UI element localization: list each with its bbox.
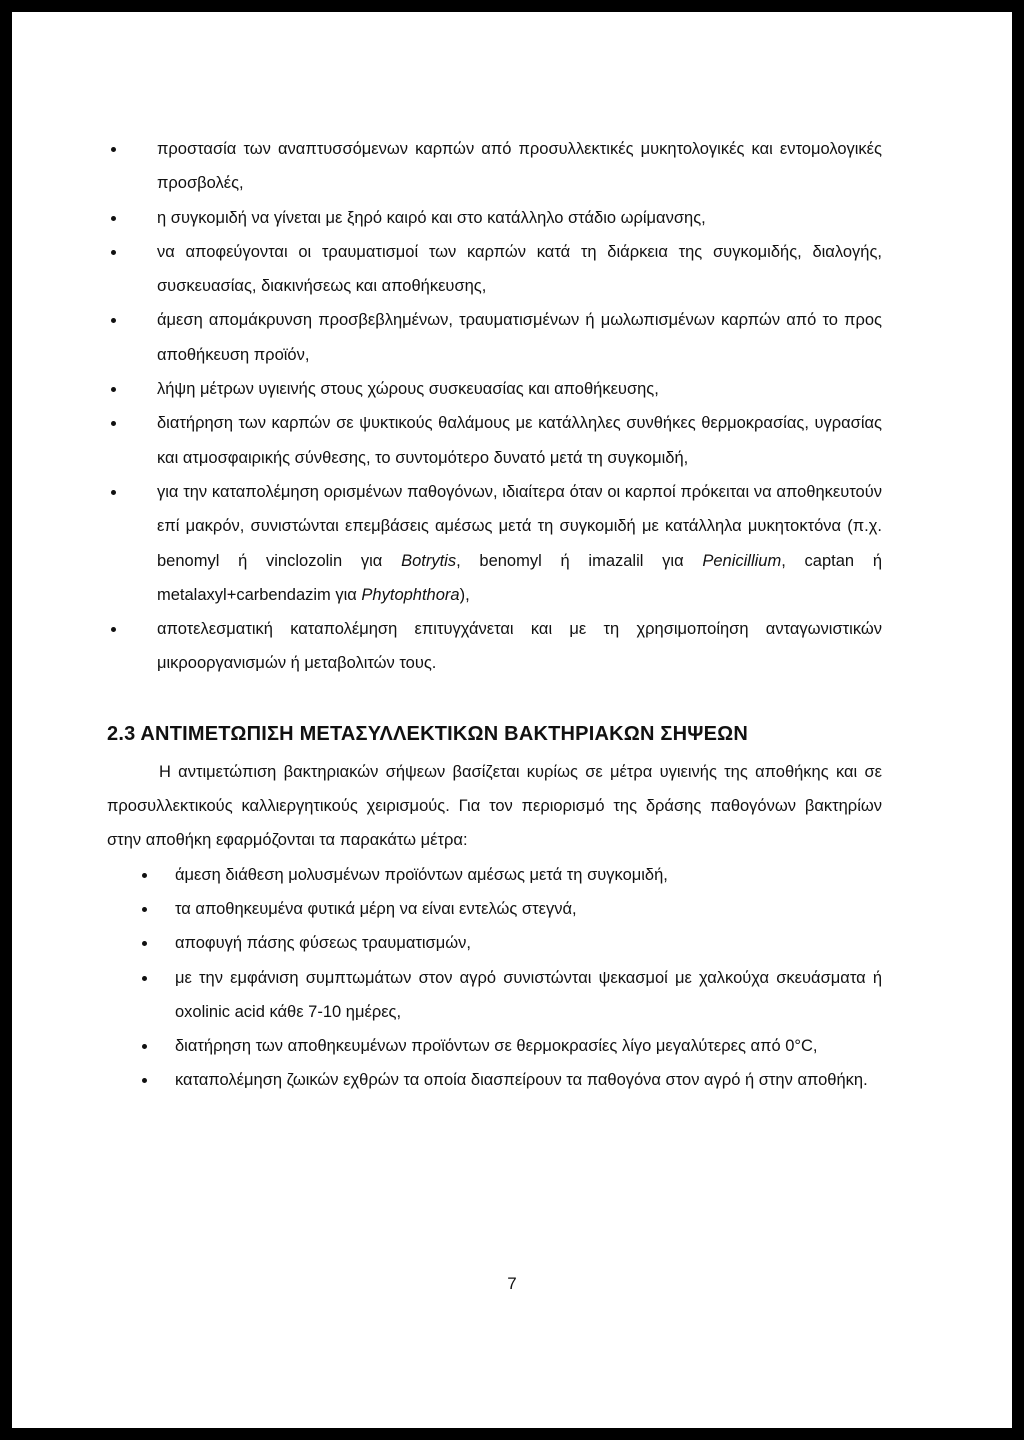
- list-item: [107, 201, 882, 235]
- pathogen-name: Phytophthora: [361, 585, 460, 604]
- list-item-text: αποτελεσματική καταπολέμηση επιτυγχάνεται και με τη χρησιμοποίηση ανταγωνιστικών μικροοργανισμών ή μεταβολιτών τους.: [157, 620, 882, 673]
- bullet-icon: [111, 216, 116, 221]
- list-item: [107, 475, 882, 612]
- list-item-text: προστασία των αναπτυσσόμενων καρπών από προσυλλεκτικές μυκητολογικές και εντομολογικές προσβολές,: [157, 140, 882, 193]
- list-item-text: η συγκομιδή να γίνεται με ξηρό καιρό και στο κατάλληλο στάδιο ωρίμανσης,: [157, 208, 706, 227]
- bullet-icon: [142, 1078, 147, 1083]
- list-item: [107, 235, 882, 304]
- bullet-icon: [111, 490, 116, 495]
- bullet-icon: [142, 907, 147, 912]
- list-item: [142, 858, 882, 892]
- bullet-icon: [111, 387, 116, 392]
- section-paragraph: Η αντιμετώπιση βακτηριακών σήψεων βασίζεται κυρίως σε μέτρα υγιεινής της αποθήκης και σε προσυλλεκτικούς καλλιεργητικούς χειρισμούς. Για τον περιορισμό της δράσης παθογόνων βακτηρίων στην αποθήκη εφαρμόζονται τα παρακάτω μέτρα:: [107, 762, 882, 850]
- bullet-icon: [111, 250, 116, 255]
- list-item: [142, 961, 882, 1030]
- list-item: [142, 1029, 882, 1063]
- document-page: [12, 12, 1012, 1428]
- page-footer: [12, 1274, 1012, 1294]
- page-number: 7: [507, 1274, 517, 1293]
- pathogen-name: Botrytis: [401, 551, 457, 570]
- bullet-icon: [142, 976, 147, 981]
- list-item-text: διατήρηση των αποθηκευμένων προϊόντων σε θερμοκρασίες λίγο μεγαλύτερες από 0°C,: [175, 1037, 818, 1056]
- list-item: [142, 892, 882, 926]
- list-item-text: άμεση διάθεση μολυσμένων προϊόντων αμέσως μετά τη συγκομιδή,: [175, 865, 668, 884]
- list-item-text: να αποφεύγονται οι τραυματισμοί των καρπών κατά τη διάρκεια της συγκομιδής, διαλογής, συσκευασίας, διακινήσεως και αποθήκευσης,: [157, 242, 882, 296]
- measures-list: [107, 132, 882, 681]
- list-item: [142, 1063, 882, 1097]
- list-item: [107, 406, 882, 475]
- bullet-icon: [111, 421, 116, 426]
- bullet-icon: [142, 1044, 147, 1049]
- list-item: [107, 372, 882, 406]
- list-item-text: για την καταπολέμηση ορισμένων παθογόνων, ιδιαίτερα όταν οι καρποί πρόκειται να αποθηκευτούν επί μακρόν, συνιστώνται επεμβάσεις αμέσως μετά τη συγκομιδή με κατάλληλα μυκητοκτόνα (π.χ. benomyl ή vinclozolin για: [157, 482, 882, 570]
- list-item: [142, 926, 882, 960]
- list-item-text: διατήρηση των καρπών σε ψυκτικούς θαλάμους με κατάλληλες συνθήκες θερμοκρασίας, υγρασίας και ατμοσφαιρικής σύνθεσης, το συντομότερο δυνατό μετά τη συγκομιδή,: [157, 414, 882, 467]
- list-item-text: ),: [459, 585, 470, 604]
- list-item-text: , captan ή metalaxyl+carbendazim για: [157, 551, 882, 604]
- list-item-text: τα αποθηκευμένα φυτικά μέρη να είναι εντελώς στεγνά,: [175, 899, 577, 918]
- bullet-icon: [142, 941, 147, 946]
- list-item-text: άμεση απομάκρυνση προσβεβλημένων, τραυματισμένων ή μωλωπισμένων καρπών από το προς αποθήκευση προϊόν,: [157, 311, 882, 364]
- pathogen-name: Penicillium: [702, 551, 782, 570]
- bullet-icon: [111, 318, 116, 323]
- bullet-icon: [111, 627, 116, 632]
- section-heading: 2.3 ΑΝΤΙΜΕΤΩΠΙΣΗ ΜΕΤΑΣΥΛΛΕΚΤΙΚΩΝ ΒΑΚΤΗΡΙΑΚΩΝ ΣΗΨΕΩΝ: [107, 722, 749, 745]
- page-content: [107, 132, 882, 1098]
- list-item-text: αποφυγή πάσης φύσεως τραυματισμών,: [175, 934, 471, 953]
- bullet-icon: [142, 873, 147, 878]
- bacterial-measures-list: [142, 858, 882, 1098]
- list-item-text: καταπολέμηση ζωικών εχθρών τα οποία διασπείρουν τα παθογόνα στον αγρό ή στην αποθήκη.: [175, 1071, 868, 1090]
- bullet-icon: [111, 147, 116, 152]
- list-item-text: λήψη μέτρων υγιεινής στους χώρους συσκευασίας και αποθήκευσης,: [157, 380, 659, 399]
- list-item: [107, 612, 882, 681]
- list-item-text: με την εμφάνιση συμπτωμάτων στον αγρό συνιστώνται ψεκασμοί με χαλκούχα σκευάσματα ή oxolinic acid κάθε 7-10 ημέρες,: [175, 968, 882, 1021]
- list-item-text: , benomyl ή imazalil για: [456, 551, 703, 570]
- list-item: [107, 132, 882, 201]
- list-item: [107, 303, 882, 372]
